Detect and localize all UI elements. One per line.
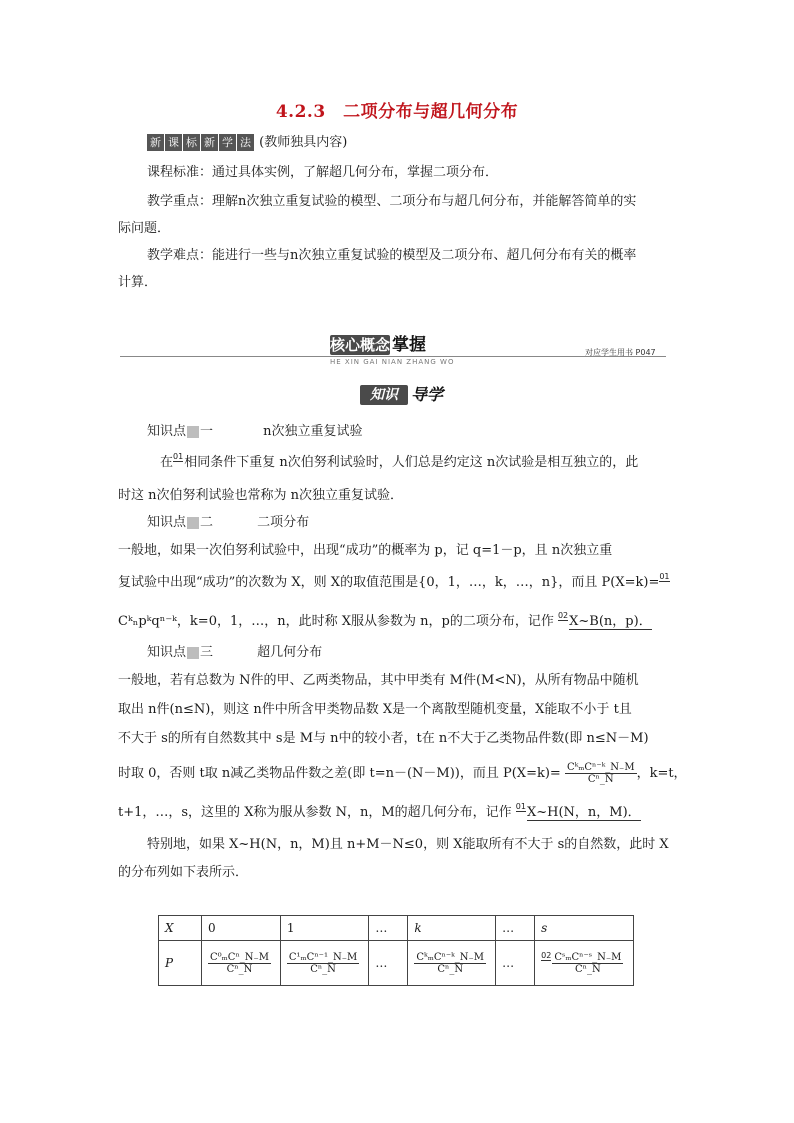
key-points-line-2: 际问题． xyxy=(118,221,171,236)
text-fragment: 时取 0，否则 t取 n减乙类物品件数之差(即 t=n－(N－M))，而且 P(X=k)= xyxy=(118,766,561,781)
table-cell xyxy=(535,916,634,941)
kp-number: 二 xyxy=(200,515,214,530)
table-cell xyxy=(408,941,496,986)
text-fragment: 相同条件下重复 n次伯努利试验时，人们总是约定这 n次试验是相互独立的，此 xyxy=(184,455,639,470)
kp3-line-3: 不大于 s的所有自然数其中 s是 M与 n中的较小者，t在 n不大于乙类物品件数(即 n≤N－M) xyxy=(118,731,649,746)
knowledge-point-1 xyxy=(147,422,363,442)
table-cell: … xyxy=(496,941,535,986)
special-case-line-1: 特别地，如果 X~H(N，n，M)且 n+M－N≤0，则 X能取所有不大于 s的自然数，此时 X xyxy=(147,837,669,852)
table-cell xyxy=(408,916,496,941)
kp-marker-box xyxy=(187,426,199,438)
kp-label: 知识点 xyxy=(147,645,187,660)
table-row xyxy=(159,941,634,986)
distribution-table xyxy=(158,915,634,986)
tag-box: 课 xyxy=(165,134,182,151)
table-cell: 1 xyxy=(280,916,369,941)
fraction-denominator: Cⁿ_N xyxy=(437,963,464,975)
fraction-denominator: Cⁿ_N xyxy=(226,963,253,975)
kp3-line-5 xyxy=(118,803,678,823)
probability-fraction xyxy=(552,952,623,975)
answer-marker: 01 xyxy=(659,572,670,581)
table-cell: … xyxy=(369,941,408,986)
text-fragment: 复试验中出现“成功”的次数为 X，则 X的取值范围是{0，1，…，k，…，n}，而且 P(X=k)= xyxy=(118,575,660,590)
fraction-numerator: CᵏₘCⁿ⁻ᵏ_N₋M xyxy=(566,762,635,773)
fraction-denominator: Cⁿ_N xyxy=(310,963,336,975)
tag-box: 学 xyxy=(219,134,236,151)
section-divider xyxy=(120,356,666,357)
banner-title: 掌握 xyxy=(392,335,426,355)
subbanner-title: 导学 xyxy=(411,385,444,404)
cell-text: k xyxy=(414,921,422,935)
tag-box: 法 xyxy=(237,134,254,151)
page-reference: 对应学生用书 P047 xyxy=(585,348,656,357)
table-cell: … xyxy=(496,916,535,941)
probability-fraction xyxy=(565,762,637,785)
answer-hypergeometric: X~H(N，n，M)． xyxy=(526,805,641,820)
probability-fraction xyxy=(208,952,271,975)
difficulty-line-1: 教学难点：能进行一些与n次独立重复试验的模型及二项分布、超几何分布有关的概率 xyxy=(147,248,637,263)
knowledge-point-3 xyxy=(147,643,322,663)
table-cell xyxy=(202,941,281,986)
fraction-denominator: Cⁿ_N xyxy=(587,774,614,785)
fraction-numerator: C¹ₘCⁿ⁻¹_N₋M xyxy=(288,951,358,963)
kp3-line-2: 取出 n件(n≤N)，则这 n件中所含甲类物品数 X是一个离散型随机变量，X能取不小于 t且 xyxy=(118,702,632,717)
kp-title: 二项分布 xyxy=(257,515,310,530)
kp1-paragraph-line-2: 时这 n次伯努利试验也常称为 n次独立重复试验． xyxy=(118,488,404,503)
kp2-line-1: 一般地，如果一次伯努利试验中，出现“成功”的概率为 p，记 q=1－p，且 n次独立重 xyxy=(118,543,613,558)
fraction-denominator: Cⁿ_N xyxy=(575,963,601,975)
kp-label: 知识点 xyxy=(147,424,187,439)
knowledge-point-2 xyxy=(147,513,309,533)
answer-marker: 02 xyxy=(541,950,552,960)
tag-note: (教师独具内容) xyxy=(259,135,348,150)
kp-title: 超几何分布 xyxy=(257,645,323,660)
table-cell xyxy=(159,941,202,986)
tag-row xyxy=(147,133,682,153)
kp2-line-2 xyxy=(118,573,678,593)
tag-box: 新 xyxy=(201,134,218,151)
kp-title: n次独立重复试验 xyxy=(263,424,363,439)
page-title: 4.2.3 二项分布与超几何分布 xyxy=(275,102,519,122)
difficulty-line-2: 计算． xyxy=(118,275,158,290)
answer-marker: 02 xyxy=(557,611,569,620)
answer-marker: 01 xyxy=(515,802,526,811)
subbanner-label: 知识 xyxy=(360,385,408,405)
cell-text: P xyxy=(165,956,174,970)
table-cell: 0 xyxy=(202,916,281,941)
table-cell xyxy=(280,941,369,986)
answer-marker: 01 xyxy=(173,452,184,461)
kp-number: 一 xyxy=(200,424,214,439)
kp2-line-3 xyxy=(118,612,678,632)
tag-box: 新 xyxy=(147,134,164,151)
fraction-numerator: CˢₘCⁿ⁻ˢ_N₋M xyxy=(554,951,622,963)
probability-fraction xyxy=(414,952,486,975)
special-case-line-2: 的分布列如下表所示． xyxy=(118,865,249,880)
kp1-paragraph-line-1 xyxy=(160,453,695,473)
kp3-line-4 xyxy=(118,762,687,785)
kp-number: 三 xyxy=(200,645,214,660)
banner-pinyin: HE XIN GAI NIAN ZHANG WO xyxy=(330,358,455,366)
text-fragment: 在 xyxy=(160,455,174,470)
kp-marker-box xyxy=(187,647,199,659)
tag-box: 标 xyxy=(183,134,200,151)
text-fragment: ，k=t， xyxy=(636,766,687,781)
cell-text: s xyxy=(541,921,548,935)
table-cell: … xyxy=(369,916,408,941)
cell-text: X xyxy=(165,921,174,935)
text-fragment: Cᵏₙpᵏqⁿ⁻ᵏ，k=0，1，…，n，此时称 X服从参数为 n，p的二项分布，记作 xyxy=(118,614,554,629)
kp-label: 知识点 xyxy=(147,515,187,530)
table-row xyxy=(159,916,634,941)
kp-marker-box xyxy=(187,517,199,529)
text-fragment: t+1，…，s，这里的 X称为服从参数 N，n，M的超几何分布，记作 xyxy=(118,805,512,820)
table-cell xyxy=(159,916,202,941)
answer-binomial: X~B(n，p)． xyxy=(569,614,652,629)
table-cell xyxy=(535,941,634,986)
probability-fraction xyxy=(287,952,359,975)
banner-label: 核心概念 xyxy=(330,336,391,354)
kp3-line-1: 一般地，若有总数为 N件的甲、乙两类物品，其中甲类有 M件(M<N)，从所有物品中随机 xyxy=(118,673,639,688)
fraction-numerator: CᵏₘCⁿ⁻ᵏ_N₋M xyxy=(416,951,485,963)
fraction-numerator: C⁰ₘCⁿ_N₋M xyxy=(210,951,270,963)
course-standard: 课程标准：通过具体实例，了解超几何分布，掌握二项分布． xyxy=(147,165,499,180)
key-points-line-1: 教学重点：理解n次独立重复试验的模型、二项分布与超几何分布，并能解答简单的实 xyxy=(147,194,637,209)
